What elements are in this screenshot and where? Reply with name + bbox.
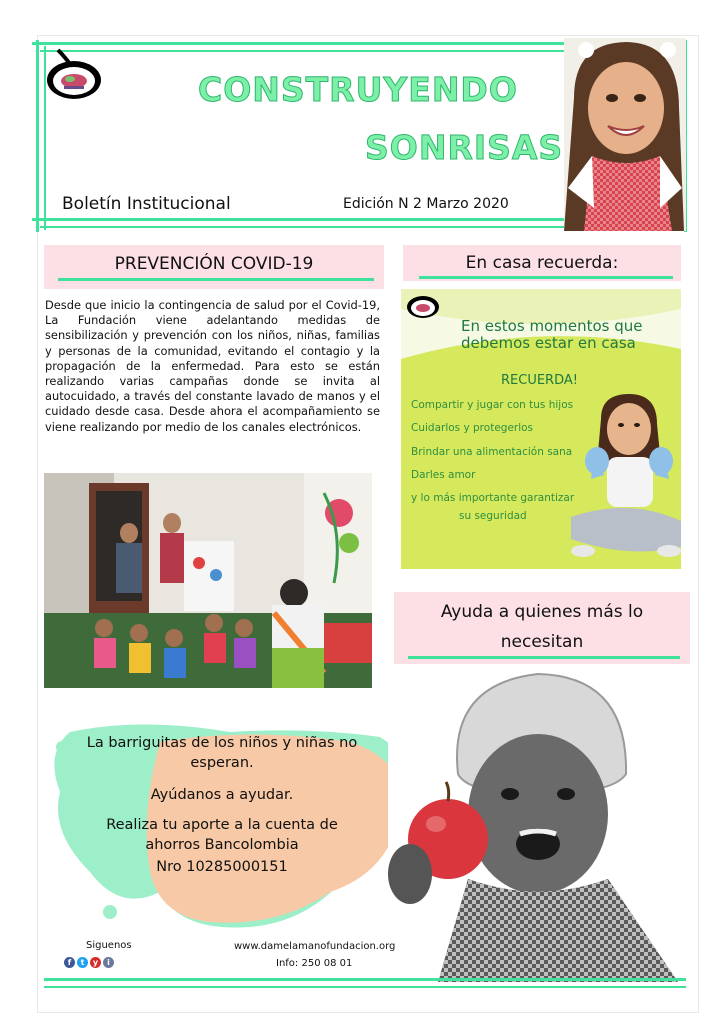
poster-item-1: Compartir y jugar con tus hijos (411, 399, 574, 411)
phone-info: Info: 250 08 01 (276, 958, 353, 969)
help-line-3: Ayúdanos a ayudar. (150, 787, 294, 803)
bulletin-subtitle: Boletín Institucional (62, 194, 231, 214)
footer-line-2 (44, 986, 686, 988)
covid-heading-underline (58, 278, 374, 281)
casa-heading-band (403, 245, 681, 281)
poster-recuerda: RECUERDA! (501, 373, 578, 388)
stay-home-poster (401, 289, 681, 569)
ayuda-heading-underline (408, 656, 680, 659)
title-line-2: SONRISAS (365, 128, 564, 167)
header-frame-left (36, 40, 39, 232)
facebook-icon[interactable]: f (64, 957, 75, 968)
foundation-logo-icon (44, 46, 104, 102)
help-line-4: Realiza tu aporte a la cuenta de (106, 817, 338, 833)
boy-with-apple-photo (388, 664, 688, 982)
children-activity-photo (44, 473, 372, 688)
ayuda-heading-line1: Ayuda a quienes más lo (440, 602, 644, 622)
ayuda-heading-line2: necesitan (500, 632, 584, 652)
footer-line-1 (44, 978, 686, 981)
poster-item-6: su seguridad (459, 510, 527, 522)
casa-heading: En casa recuerda: (465, 253, 619, 273)
poster-title-line1: En estos momentos que (461, 317, 643, 335)
help-line-2: esperan. (190, 755, 254, 771)
covid-heading: PREVENCIÓN COVID-19 (114, 254, 314, 274)
covid-heading-band (44, 245, 384, 289)
smiling-girl-photo (564, 38, 686, 231)
bank-account-number: Nro 10285000151 (156, 859, 288, 875)
ayuda-heading-band (394, 592, 690, 664)
covid-paragraph: Desde que inicio la contingencia de salud por el Covid-19, La Fundación viene adelantando medidas de sensibilización y prevención con los niños, niñas, familias y personas de la comunidad, evitando el contagio y la propagación de la enfermedad. Para esto se están realizando varias campañas donde se invita al autocuidado, a través del constante lavado de manos y el cuidado desde casa. Desde ahora el acompañamiento se viene realizando por medio de los canales electrónicos. (45, 298, 380, 434)
instagram-icon[interactable]: i (103, 957, 114, 968)
follow-us-label: Siguenos (86, 940, 132, 951)
poster-item-5: y lo más importante garantizar (411, 492, 575, 504)
title-line-1: CONSTRUYENDO (198, 70, 518, 109)
help-line-1: La barriguitas de los niños y niñas no (86, 735, 358, 751)
edition-label: Edición N 2 Marzo 2020 (343, 196, 509, 212)
twitter-icon[interactable]: t (77, 957, 88, 968)
help-line-5: ahorros Bancolombia (145, 837, 299, 853)
poster-item-3: Brindar una alimentación sana (411, 446, 573, 458)
youtube-icon[interactable]: y (90, 957, 101, 968)
poster-item-2: Cuidarlos y protegerlos (411, 422, 534, 434)
poster-title-line2: debemos estar en casa (461, 334, 636, 352)
casa-heading-underline (419, 276, 673, 279)
website-link[interactable]: www.damelamanofundacion.org (234, 941, 396, 952)
poster-item-4: Darles amor (411, 469, 476, 481)
